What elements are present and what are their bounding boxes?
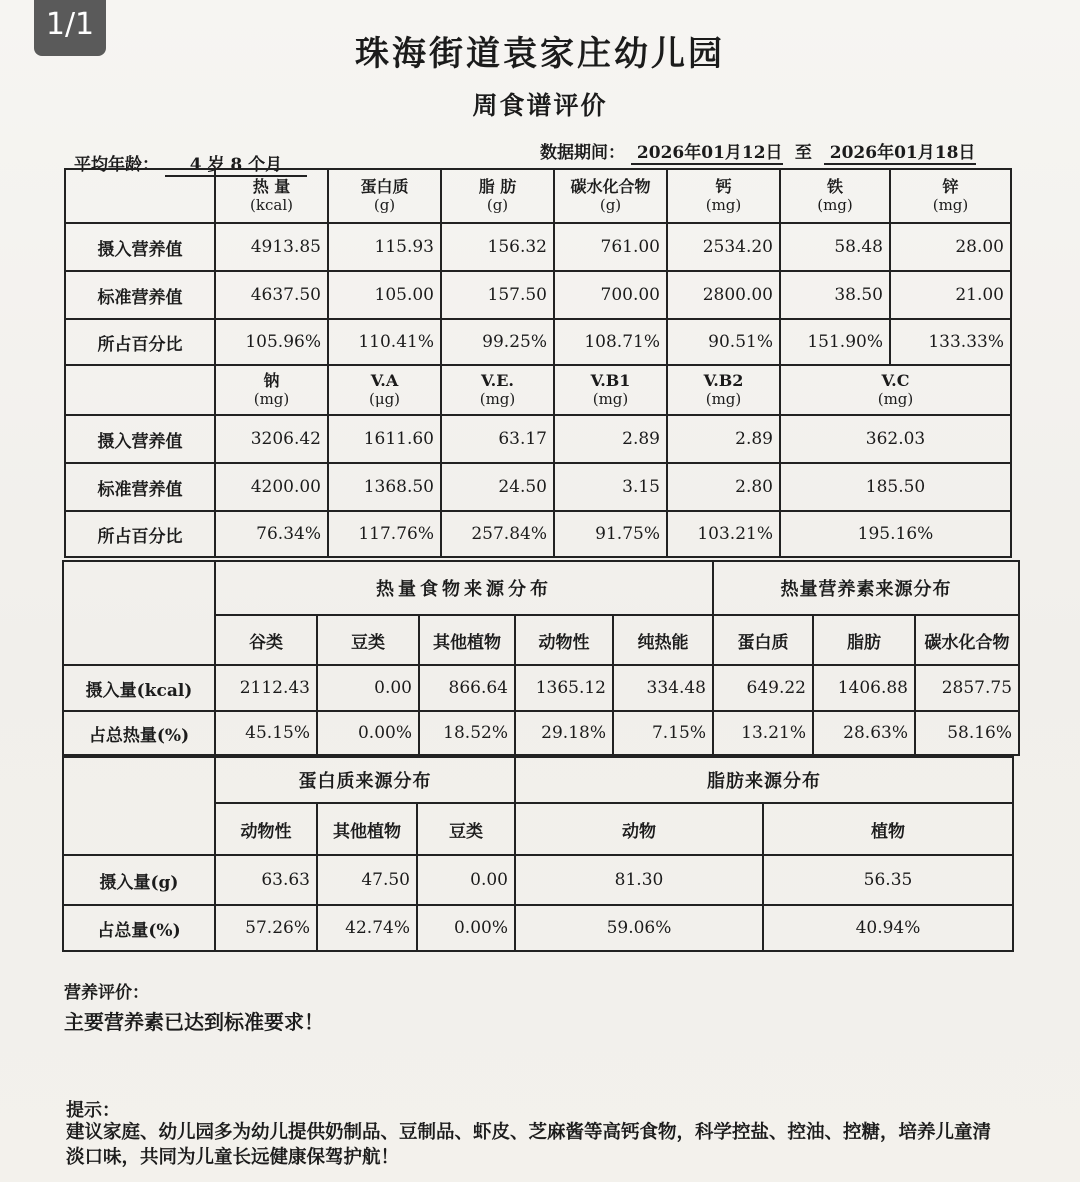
- value-cell: 2.89: [554, 415, 667, 463]
- period-separator: 至: [794, 143, 812, 163]
- header-cell: 脂 肪 (g): [441, 169, 554, 223]
- value-cell: 866.64: [419, 665, 515, 711]
- value-cell: 133.33%: [890, 319, 1011, 365]
- header-cell: V.E. (mg): [441, 365, 554, 415]
- value-cell: 649.22: [713, 665, 813, 711]
- data-period: [540, 138, 976, 165]
- header-cell: 碳水化合物 (g): [554, 169, 667, 223]
- value-cell: 2.80: [667, 463, 780, 511]
- page-indicator: 1/1: [34, 0, 106, 56]
- row-label: 摄入营养值: [65, 415, 215, 463]
- value-cell: 115.93: [328, 223, 441, 271]
- value-cell: 56.35: [763, 855, 1013, 905]
- value-cell: 28.00: [890, 223, 1011, 271]
- value-cell: 1611.60: [328, 415, 441, 463]
- value-cell: 58.48: [780, 223, 890, 271]
- value-cell: 156.32: [441, 223, 554, 271]
- value-cell: 195.16%: [780, 511, 1011, 557]
- tip-label: 提示：: [66, 1100, 120, 1121]
- value-cell: 0.00%: [417, 905, 515, 951]
- table-group-row: [63, 757, 1013, 803]
- value-cell: 2.89: [667, 415, 780, 463]
- value-cell: 110.41%: [328, 319, 441, 365]
- value-cell: 2800.00: [667, 271, 780, 319]
- value-cell: 63.17: [441, 415, 554, 463]
- value-cell: 42.74%: [317, 905, 417, 951]
- value-cell: 99.25%: [441, 319, 554, 365]
- document-title: 珠海街道袁家庄幼儿园: [355, 34, 725, 74]
- value-cell: 700.00: [554, 271, 667, 319]
- value-cell: 28.63%: [813, 711, 915, 755]
- value-cell: 59.06%: [515, 905, 763, 951]
- value-cell: 57.26%: [215, 905, 317, 951]
- value-cell: 2534.20: [667, 223, 780, 271]
- value-cell: 7.15%: [613, 711, 713, 755]
- table-row: [63, 905, 1013, 951]
- value-cell: 362.03: [780, 415, 1011, 463]
- value-cell: 105.96%: [215, 319, 328, 365]
- value-cell: 81.30: [515, 855, 763, 905]
- table-row: [63, 711, 1019, 755]
- header-cell: 动物性: [215, 803, 317, 855]
- header-cell: 动物: [515, 803, 763, 855]
- period-end: 2026年01月18日: [824, 138, 976, 165]
- header-cell: 蛋白质: [713, 615, 813, 665]
- value-cell: 29.18%: [515, 711, 613, 755]
- header-cell: 豆类: [417, 803, 515, 855]
- value-cell: 0.00%: [317, 711, 419, 755]
- value-cell: 4200.00: [215, 463, 328, 511]
- value-cell: 761.00: [554, 223, 667, 271]
- header-cell: 其他植物: [419, 615, 515, 665]
- protein-fat-source-table: [62, 756, 1014, 952]
- header-cell: 钙 (mg): [667, 169, 780, 223]
- document-subtitle: 周食谱评价: [472, 91, 608, 120]
- header-cell: 铁 (mg): [780, 169, 890, 223]
- value-cell: 334.48: [613, 665, 713, 711]
- header-cell: 热 量 (kcal): [215, 169, 328, 223]
- header-cell: V.B2 (mg): [667, 365, 780, 415]
- group-heading: 热量食物来源分布: [215, 561, 713, 615]
- table-row: [65, 511, 1011, 557]
- value-cell: 117.76%: [328, 511, 441, 557]
- header-cell: 纯热能: [613, 615, 713, 665]
- table-header-row: [65, 365, 1011, 415]
- value-cell: 38.50: [780, 271, 890, 319]
- value-cell: 108.71%: [554, 319, 667, 365]
- value-cell: 1365.12: [515, 665, 613, 711]
- table-row: [63, 665, 1019, 711]
- table-row: [65, 415, 1011, 463]
- value-cell: 2857.75: [915, 665, 1019, 711]
- avg-age-label: 平均年龄：: [74, 155, 159, 175]
- header-cell: 锌 (mg): [890, 169, 1011, 223]
- value-cell: 0.00: [317, 665, 419, 711]
- header-cell: 豆类: [317, 615, 419, 665]
- value-cell: 47.50: [317, 855, 417, 905]
- value-cell: 1406.88: [813, 665, 915, 711]
- header-cell: 钠 (mg): [215, 365, 328, 415]
- value-cell: 21.00: [890, 271, 1011, 319]
- row-label: 所占百分比: [65, 319, 215, 365]
- value-cell: 58.16%: [915, 711, 1019, 755]
- row-label: 占总量(%): [63, 905, 215, 951]
- value-cell: 4637.50: [215, 271, 328, 319]
- row-label: 标准营养值: [65, 463, 215, 511]
- table-row: [65, 223, 1011, 271]
- value-cell: 40.94%: [763, 905, 1013, 951]
- header-cell: 脂肪: [813, 615, 915, 665]
- value-cell: 24.50: [441, 463, 554, 511]
- period-label: 数据期间：: [540, 143, 625, 163]
- header-cell: V.A (μg): [328, 365, 441, 415]
- value-cell: 18.52%: [419, 711, 515, 755]
- row-label: 摄入量(kcal): [63, 665, 215, 711]
- period-start: 2026年01月12日: [631, 138, 783, 165]
- row-label: 摄入营养值: [65, 223, 215, 271]
- table-row: [65, 319, 1011, 365]
- group-heading: 蛋白质来源分布: [215, 757, 515, 803]
- header-cell: V.C (mg): [780, 365, 1011, 415]
- value-cell: 0.00: [417, 855, 515, 905]
- value-cell: 45.15%: [215, 711, 317, 755]
- header-cell: 植物: [763, 803, 1013, 855]
- table-corner: [65, 365, 215, 415]
- value-cell: 3.15: [554, 463, 667, 511]
- value-cell: 1368.50: [328, 463, 441, 511]
- value-cell: 63.63: [215, 855, 317, 905]
- row-label: 占总热量(%): [63, 711, 215, 755]
- table-corner: [63, 757, 215, 855]
- value-cell: 185.50: [780, 463, 1011, 511]
- value-cell: 3206.42: [215, 415, 328, 463]
- value-cell: 2112.43: [215, 665, 317, 711]
- table-row: [65, 271, 1011, 319]
- value-cell: 13.21%: [713, 711, 813, 755]
- header-cell: 谷类: [215, 615, 317, 665]
- energy-source-table: [62, 560, 1020, 756]
- table-group-row: [63, 561, 1019, 615]
- value-cell: 157.50: [441, 271, 554, 319]
- header-cell: 碳水化合物: [915, 615, 1019, 665]
- group-heading: 脂肪来源分布: [515, 757, 1013, 803]
- value-cell: 90.51%: [667, 319, 780, 365]
- row-label: 摄入量(g): [63, 855, 215, 905]
- value-cell: 103.21%: [667, 511, 780, 557]
- table-row: [63, 855, 1013, 905]
- group-heading: 热量营养素来源分布: [713, 561, 1019, 615]
- value-cell: 4913.85: [215, 223, 328, 271]
- row-label: 标准营养值: [65, 271, 215, 319]
- value-cell: 257.84%: [441, 511, 554, 557]
- value-cell: 105.00: [328, 271, 441, 319]
- avg-age-value: 4 岁 8 个月: [165, 150, 307, 177]
- header-cell: 动物性: [515, 615, 613, 665]
- table-row: [65, 463, 1011, 511]
- value-cell: 76.34%: [215, 511, 328, 557]
- table-corner: [65, 169, 215, 223]
- header-cell: 蛋白质 (g): [328, 169, 441, 223]
- table-header-row: [65, 169, 1011, 223]
- nutrient-table-1: [64, 168, 1012, 558]
- tip-text: 建议家庭、幼儿园多为幼儿提供奶制品、豆制品、虾皮、芝麻酱等高钙食物，科学控盐、控油、控糖，培养儿童清淡口味，共同为儿童长远健康保驾护航！: [66, 1122, 992, 1168]
- value-cell: 151.90%: [780, 319, 890, 365]
- row-label: 所占百分比: [65, 511, 215, 557]
- table-corner: [63, 561, 215, 665]
- value-cell: 91.75%: [554, 511, 667, 557]
- evaluation-label: 营养评价：: [64, 983, 149, 1003]
- header-cell: 其他植物: [317, 803, 417, 855]
- evaluation-text: 主要营养素已达到标准要求！: [64, 1010, 324, 1034]
- header-cell: V.B1 (mg): [554, 365, 667, 415]
